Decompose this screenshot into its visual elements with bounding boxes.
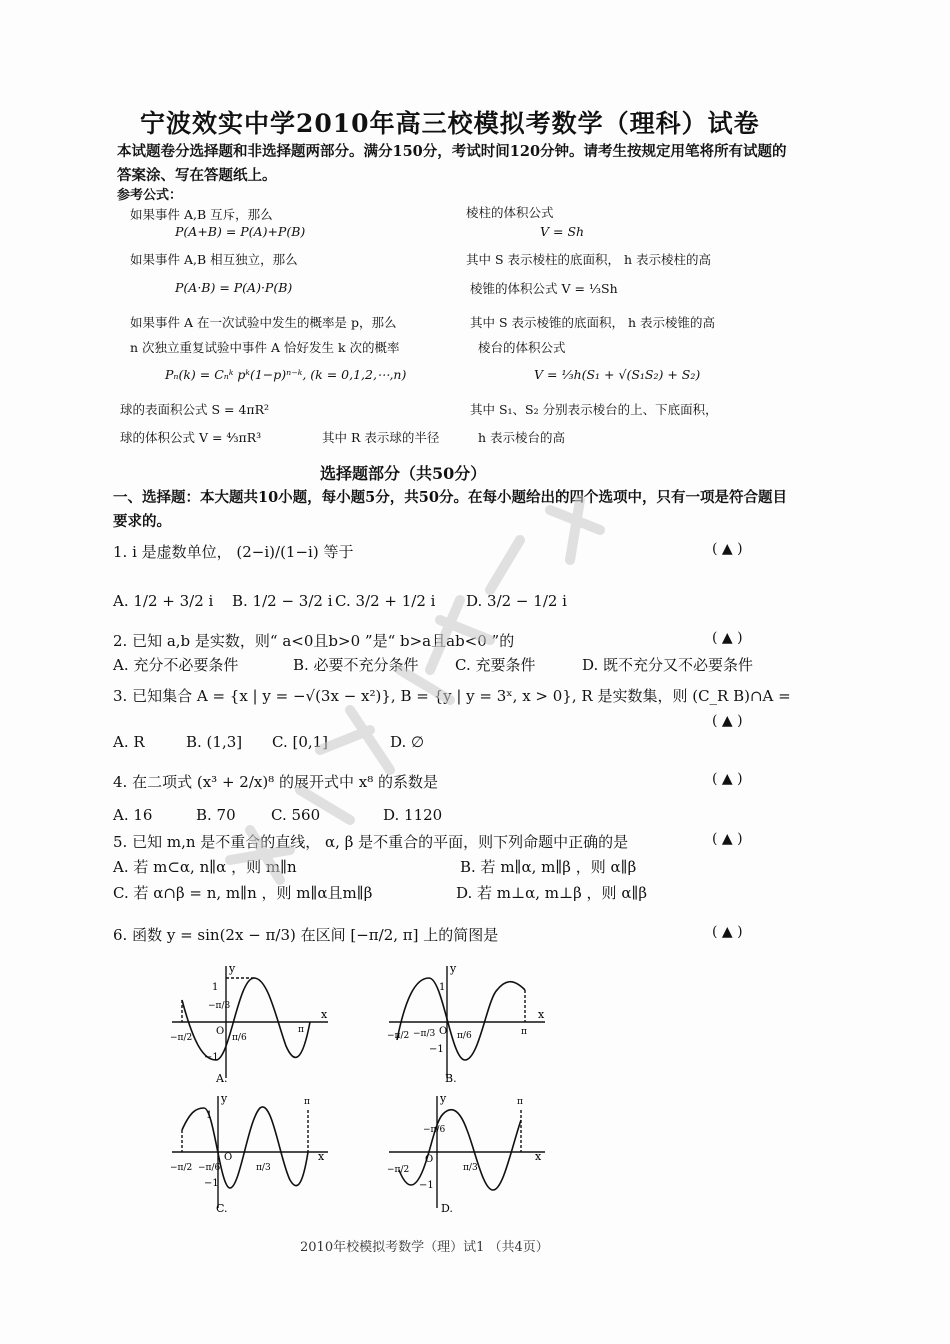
formula-5: 球的体积公式 V = ⁴⁄₃πR³ bbox=[120, 430, 262, 445]
reference-title: 参考公式： bbox=[117, 188, 183, 203]
formula-r2: 其中 S 表示棱柱的底面积， h 表示棱柱的高 bbox=[466, 252, 712, 267]
y-label: y bbox=[221, 1092, 228, 1105]
q2-option-a: A. 充分不必要条件 bbox=[113, 656, 239, 674]
pi-6-label: π/6 bbox=[232, 1033, 247, 1043]
question-5-stem: 5. 已知 m,n 是不重合的直线， α, β 是不重合的平面，则下列命题中正确的是 bbox=[113, 833, 629, 851]
exam-intro: 本试题卷分选择题和非选择题两部分。满分150分，考试时间120分钟。请考生按规定用笔将所有试题的答案涂、写在答题纸上。 bbox=[117, 143, 787, 184]
neg-one-label: −1 bbox=[204, 1178, 219, 1189]
neg-pi-3-label: −π/3 bbox=[208, 1001, 231, 1011]
q2-option-d: D. 既不充分又不必要条件 bbox=[582, 656, 754, 674]
one-label: 1 bbox=[439, 982, 446, 993]
formula-3: 如果事件 A 在一次试验中发生的概率是 p，那么 bbox=[130, 315, 397, 330]
q5-option-b: B. 若 m∥α, m∥β ，则 α∥β bbox=[460, 858, 637, 876]
origin-label: O bbox=[216, 1026, 225, 1037]
q5-option-c: C. 若 α∩β = n, m∥n ，则 m∥α且m∥β bbox=[113, 884, 373, 902]
neg-pi-2-label: −π/2 bbox=[387, 1165, 410, 1175]
sine-curve bbox=[182, 978, 310, 1060]
neg-one-label: −1 bbox=[204, 1052, 219, 1063]
q5-option-a: A. 若 m⊂α, n∥α ，则 m∥n bbox=[113, 858, 297, 876]
pi-3-label: π/3 bbox=[256, 1163, 271, 1173]
formula-r5: 棱台的体积公式 bbox=[478, 340, 566, 355]
neg-pi-3-label: −π/3 bbox=[413, 1029, 436, 1039]
formula-2: 如果事件 A,B 相互独立，那么 bbox=[130, 252, 298, 267]
formula-r6b: h 表示棱台的高 bbox=[478, 430, 566, 445]
answer-mark-2: ( ▲ ) bbox=[712, 630, 743, 646]
answer-mark-1: ( ▲ ) bbox=[712, 541, 743, 557]
answer-mark-6: ( ▲ ) bbox=[712, 924, 743, 940]
graph-b bbox=[385, 960, 555, 1085]
q4-option-b: B. 70 bbox=[196, 806, 236, 824]
graph-c bbox=[168, 1090, 338, 1215]
x-label: x bbox=[535, 1150, 542, 1163]
formula-r6: 其中 S₁、S₂ 分别表示棱台的上、下底面积， bbox=[470, 402, 718, 417]
question-4-stem: 4. 在二项式 (x³ + 2/x)⁸ 的展开式中 x⁸ 的系数是 bbox=[113, 773, 438, 791]
answer-mark-4: ( ▲ ) bbox=[712, 771, 743, 787]
q5-option-d: D. 若 m⊥α, m⊥β ，则 α∥β bbox=[456, 884, 648, 902]
sine-curve bbox=[397, 978, 525, 1060]
graph-a-label: A. bbox=[216, 1072, 228, 1085]
page-footer: 2010年校模拟考数学（理）试1 （共4页） bbox=[300, 1240, 549, 1255]
y-label: y bbox=[450, 962, 457, 975]
origin-label: O bbox=[439, 1026, 448, 1037]
one-label: 1 bbox=[206, 1110, 213, 1121]
x-label: x bbox=[318, 1150, 325, 1163]
answer-mark-3: ( ▲ ) bbox=[712, 713, 743, 729]
graph-c-label: C. bbox=[216, 1202, 228, 1215]
neg-pi-2-label: −π/2 bbox=[170, 1033, 193, 1043]
q3-option-b: B. (1,3] bbox=[186, 733, 243, 751]
pi-label: π bbox=[517, 1097, 523, 1107]
graph-b-label: B. bbox=[445, 1072, 457, 1085]
pi-label: π bbox=[521, 1027, 527, 1037]
q1-option-c: C. 3/2 + 1/2 i bbox=[335, 592, 436, 610]
origin-label: O bbox=[224, 1152, 233, 1163]
graph-a bbox=[168, 960, 338, 1085]
q3-option-d: D. ∅ bbox=[390, 733, 425, 751]
sine-curve bbox=[399, 1110, 521, 1190]
question-6-stem: 6. 函数 y = sin(2x − π/3) 在区间 [−π/2, π] 上的简图是 bbox=[113, 926, 499, 944]
formula-r3: 棱锥的体积公式 V = ⅓Sh bbox=[470, 281, 618, 296]
formula-1: 如果事件 A,B 互斥，那么 bbox=[130, 207, 273, 222]
question-2-stem: 2. 已知 a,b 是实数，则“ a<0且b>0 ”是“ b>a且ab<0 ”的 bbox=[113, 632, 515, 650]
graph-d bbox=[385, 1090, 555, 1215]
q4-option-d: D. 1120 bbox=[383, 806, 443, 824]
q2-option-b: B. 必要不充分条件 bbox=[293, 656, 419, 674]
neg-pi-2-label: −π/2 bbox=[170, 1163, 193, 1173]
formula-3c: Pₙ(k) = Cₙᵏ pᵏ(1−p)ⁿ⁻ᵏ, (k = 0,1,2,⋯,n) bbox=[165, 367, 407, 382]
y-label: y bbox=[229, 962, 236, 975]
q1-option-d: D. 3/2 − 1/2 i bbox=[466, 592, 567, 610]
q4-option-a: A. 16 bbox=[113, 806, 153, 824]
origin-label: O bbox=[425, 1154, 434, 1165]
q3-option-c: C. [0,1] bbox=[272, 733, 329, 751]
graph-d-label: D. bbox=[441, 1202, 453, 1215]
neg-pi-2-label: −π/2 bbox=[387, 1031, 410, 1041]
answer-mark-5: ( ▲ ) bbox=[712, 831, 743, 847]
x-label: x bbox=[538, 1008, 545, 1021]
exam-title: 宁波效实中学2010年高三校模拟考数学（理科）试卷 bbox=[140, 109, 760, 138]
watermark-stroke bbox=[300, 710, 390, 820]
formula-2b: P(A·B) = P(A)·P(B) bbox=[175, 280, 293, 295]
q2-option-c: C. 充要条件 bbox=[455, 656, 536, 674]
neg-pi-6-label: −π/6 bbox=[423, 1125, 446, 1135]
neg-one-label: −1 bbox=[419, 1180, 434, 1191]
formula-r1b: V = Sh bbox=[540, 224, 585, 239]
question-1-stem: 1. i 是虚数单位， (2−i)/(1−i) 等于 bbox=[113, 543, 354, 561]
pi-label: π bbox=[304, 1097, 310, 1107]
q1-option-b: B. 1/2 − 3/2 i bbox=[232, 592, 333, 610]
q1-option-a: A. 1/2 + 3/2 i bbox=[113, 592, 214, 610]
section-title: 选择题部分（共50分） bbox=[320, 464, 487, 483]
sine-curve bbox=[182, 1107, 308, 1188]
one-label: 1 bbox=[212, 982, 219, 993]
pi-label: π bbox=[298, 1025, 304, 1035]
q4-option-c: C. 560 bbox=[271, 806, 321, 824]
neg-pi-6-label: −π/6 bbox=[198, 1163, 221, 1173]
formula-1b: P(A+B) = P(A)+P(B) bbox=[175, 224, 306, 239]
section-instruction: 一、选择题：本大题共10小题，每小题5分，共50分。在每小题给出的四个选项中，只有一项是符合题目要求的。 bbox=[113, 489, 787, 530]
x-label: x bbox=[321, 1008, 328, 1021]
formula-r1: 棱柱的体积公式 bbox=[466, 205, 554, 220]
pi-6-label: π/6 bbox=[457, 1031, 472, 1041]
neg-one-label: −1 bbox=[429, 1044, 444, 1055]
formula-4: 球的表面积公式 S = 4πR² bbox=[120, 402, 270, 417]
formula-3b: n 次独立重复试验中事件 A 恰好发生 k 次的概率 bbox=[130, 340, 400, 355]
pi-3-label: π/3 bbox=[463, 1163, 478, 1173]
q3-option-a: A. R bbox=[113, 733, 145, 751]
formula-5b: 其中 R 表示球的半径 bbox=[322, 430, 440, 445]
formula-r4: 其中 S 表示棱锥的底面积， h 表示棱锥的高 bbox=[470, 315, 716, 330]
question-3-stem: 3. 已知集合 A = {x | y = −√(3x − x²)}, B = {y | y = 3ˣ, x > 0}, R 是实数集，则 (C_R B)∩A = bbox=[113, 687, 791, 705]
formula-r5b: V = ⅓h(S₁ + √(S₁S₂) + S₂) bbox=[534, 367, 701, 382]
y-label: y bbox=[440, 1092, 447, 1105]
